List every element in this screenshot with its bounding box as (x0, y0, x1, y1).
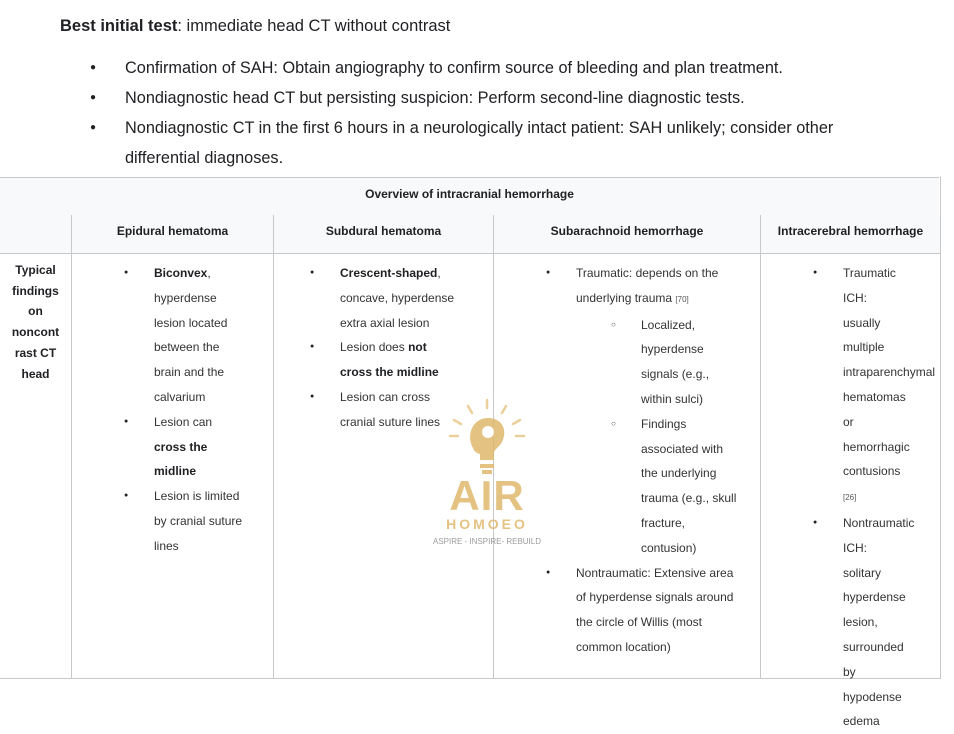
row-header-line: findings (12, 283, 59, 298)
column-header-epidural: Epidural hematoma (71, 215, 273, 253)
intro-label: Best initial test (60, 17, 178, 35)
list-item: ● Confirmation of SAH: Obtain angiography to confirm source of bleeding and plan treatment. (60, 53, 890, 83)
row-header-line: noncont (11, 325, 60, 340)
list-item (124, 410, 244, 484)
list-item (310, 335, 460, 385)
watermark-tagline: ASPIRE - INSPIRE- REBUILD (432, 537, 542, 546)
bullet-list (60, 53, 890, 173)
cell-epidural (124, 261, 244, 559)
column-header-subarachnoid: Subarachnoid hemorrhage (493, 215, 760, 253)
watermark-main: AIR (449, 472, 525, 519)
list-item: ● Nondiagnostic head CT but persisting suspicion: Perform second-line diagnostic tests. (60, 83, 890, 113)
row-header-line: head (21, 366, 50, 381)
list-item: ● Lesion is limited by cranial suture lines (124, 484, 244, 558)
list-item (124, 261, 244, 410)
cell-intracerebral (813, 261, 936, 734)
sah-traumatic: Traumatic: depends on the underlying trauma (576, 266, 719, 305)
column-header-intracerebral: Intracerebral hemorrhage (760, 215, 940, 253)
intro-line (60, 17, 450, 36)
list-item: ○ Localized, hyperdense signals (e.g., within sulci) (611, 313, 741, 412)
epidural-shape: Biconvex (154, 266, 208, 280)
column-divider (71, 215, 72, 678)
column-divider (273, 215, 274, 678)
row-header-line: Typical (15, 263, 56, 277)
list-item: ● Nontraumatic ICH: solitary hyperdense lesion, surrounded by hypodense edema (813, 511, 895, 734)
watermark-logo (428, 398, 546, 548)
list-item (310, 261, 460, 335)
list-item: ● Lesion can cross cranial suture lines (310, 385, 460, 435)
watermark-sub: HOMOEO (446, 516, 528, 532)
list-item: ○ Findings associated with the underlying trauma (e.g., skull fracture, contusion) (611, 412, 741, 561)
column-divider (760, 215, 761, 678)
column-header-subdural: Subdural hematoma (273, 215, 493, 253)
epidural-desc: , hyperdense lesion located between the brain and the calvarium (154, 266, 228, 404)
row-header-line: on (28, 304, 43, 319)
reference-link[interactable]: [26] (843, 493, 857, 503)
cell-subarachnoid (546, 261, 741, 660)
ich-traumatic: Traumatic ICH: usually multiple intraparenchymal hematomas or hemorrhagic contusions (843, 266, 936, 479)
subdural-desc: , concave, hyperdense extra axial lesion (340, 266, 455, 330)
epidural-midline-pre: Lesion can (154, 414, 213, 429)
list-item (813, 261, 936, 511)
row-header (0, 254, 71, 384)
list-item (546, 261, 741, 561)
reference-link[interactable]: [70] (675, 294, 689, 304)
subdural-midline-pre: Lesion does (340, 340, 409, 355)
epidural-midline: cross the midline (154, 439, 208, 479)
intro-text: : immediate head CT without contrast (177, 17, 451, 35)
list-item: ● Nondiagnostic CT in the first 6 hours in a neurologically intact patient: SAH unlikely; consider other differential diagnoses. (60, 113, 890, 173)
table-caption: Overview of intracranial hemorrhage (0, 177, 939, 216)
row-header-line: rast CT (14, 345, 57, 360)
subdural-shape: Crescent-shaped (340, 266, 438, 280)
list-item: ● Nontraumatic: Extensive area of hyperdense signals around the circle of Willis (most common location) (546, 561, 741, 660)
table-header-row (0, 215, 940, 254)
subdural-midline: not cross the midline (340, 340, 439, 380)
